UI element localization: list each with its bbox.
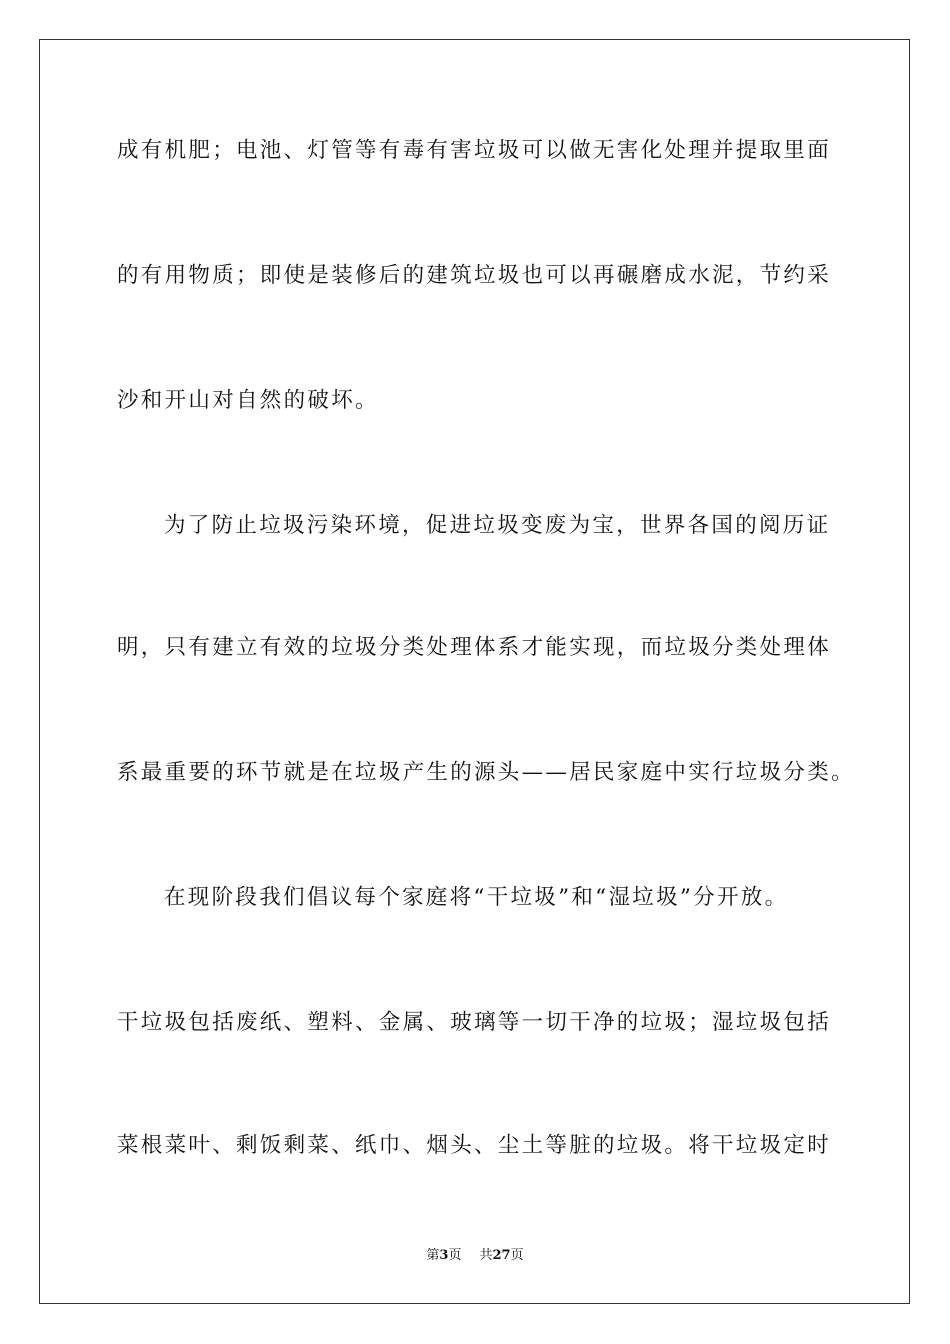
total-pages: 27	[492, 1248, 511, 1263]
page-border	[39, 39, 910, 1304]
text-line: 沙和开山对自然的破坏。	[117, 388, 379, 413]
page-footer	[0, 1247, 950, 1265]
text-line: 干垃圾包括废纸、塑料、金属、玻璃等一切干净的垃圾；湿垃圾包括	[117, 1010, 832, 1035]
paragraph-start-line: 在现阶段我们倡议每个家庭将“干垃圾”和“湿垃圾”分开放。	[164, 885, 789, 910]
text-line: 成有机肥；电池、灯管等有毒有害垃圾可以做无害化处理并提取里面	[117, 138, 832, 163]
text-line: 明，只有建立有效的垃圾分类处理体系才能实现，而垃圾分类处理体	[117, 635, 832, 660]
page-number: 3	[439, 1248, 449, 1263]
text-line: 菜根菜叶、剩饭剩菜、纸巾、烟头、尘土等脏的垃圾。将干垃圾定时	[117, 1133, 832, 1158]
text-line: 系最重要的环节就是在垃圾产生的源头——居民家庭中实行垃圾分类。	[117, 760, 855, 785]
text-line: 的有用物质；即使是装修后的建筑垃圾也可以再碾磨成水泥，节约采	[117, 263, 832, 288]
total-prefix: 共	[479, 1248, 493, 1263]
page-prefix: 第	[426, 1248, 440, 1263]
paragraph-start-line: 为了防止垃圾污染环境，促进垃圾变废为宝，世界各国的阅历证	[164, 513, 831, 538]
total-suffix: 页	[510, 1248, 524, 1263]
page-suffix: 页	[448, 1248, 462, 1263]
